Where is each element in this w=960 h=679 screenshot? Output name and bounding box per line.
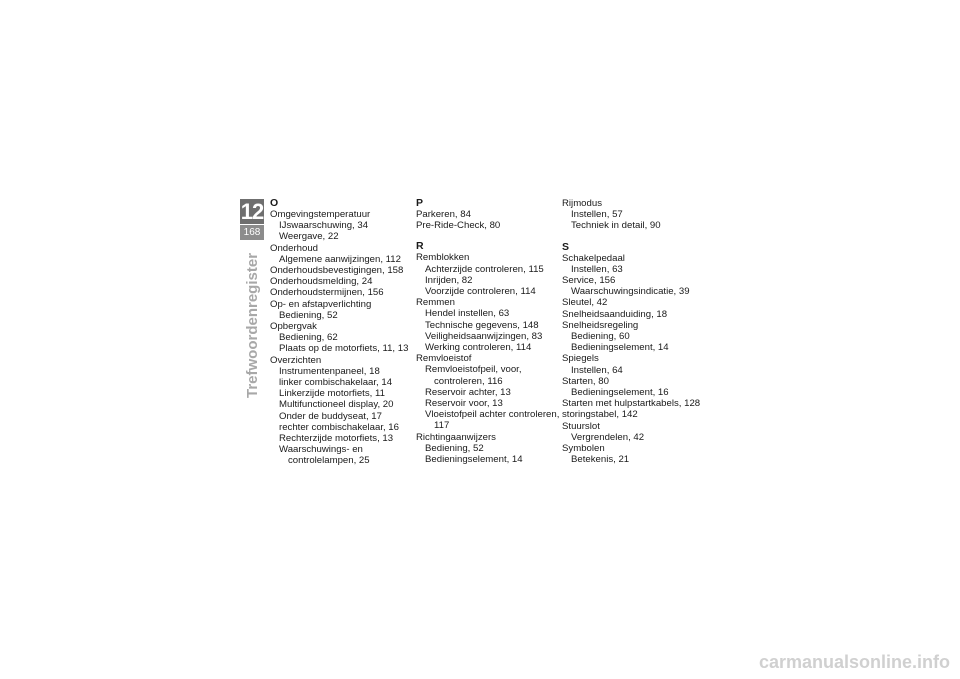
index-subentry: Bediening, 60 <box>571 331 630 343</box>
index-subentry: Algemene aanwijzingen, 112 <box>279 253 401 265</box>
index-subentries <box>562 209 712 231</box>
index-entry: storingstabel, 142 <box>562 409 638 421</box>
index-letter-heading: R <box>416 240 424 253</box>
index-subentries <box>562 331 712 353</box>
index-entry: Symbolen <box>562 443 605 455</box>
index-subentry: Waarschuwingsindicatie, 39 <box>571 286 690 298</box>
chapter-number: 12 <box>240 199 264 224</box>
index-subentry: Instellen, 63 <box>571 263 623 275</box>
index-entry: Remmen <box>416 297 455 309</box>
index-letter-heading: S <box>562 240 570 253</box>
index-subentry: Remvloeistofpeil, voor, controleren, 116 <box>425 364 522 387</box>
index-letter-heading: P <box>416 197 424 209</box>
index-entry: Onderhoud <box>270 242 319 254</box>
index-subentry: rechter combischakelaar, 16 <box>279 421 399 433</box>
index-subentry: Achterzijde controleren, 115 <box>425 263 544 275</box>
index-subentries <box>562 387 712 398</box>
index-subentry: Voorzijde controleren, 114 <box>425 286 536 298</box>
index-subentries <box>270 366 420 467</box>
index-subentry: Vergrendelen, 42 <box>571 431 645 443</box>
index-entry: Rijmodus <box>562 198 602 209</box>
index-subentries <box>562 264 712 275</box>
index-subentry: Betekenis, 21 <box>571 454 630 466</box>
index-entry: Onderhoudsmelding, 24 <box>270 276 373 288</box>
index-subentry: Bedieningselement, 14 <box>571 342 669 354</box>
index-entry: Sleutel, 42 <box>562 297 608 309</box>
index-entry: Stuurslot <box>562 420 600 432</box>
index-column-1 <box>270 198 420 467</box>
index-entry: Snelheidsaanduiding, 18 <box>562 308 668 320</box>
index-subentry: Bediening, 52 <box>279 309 338 321</box>
side-title-text: Trefwoordenregister <box>244 252 261 398</box>
chapter-tab <box>240 199 264 240</box>
index-subentries <box>416 308 566 353</box>
index-subentry: Reservoir achter, 13 <box>425 386 511 398</box>
index-entry: Service, 156 <box>562 275 616 287</box>
index-subentry: Inrijden, 82 <box>425 274 473 286</box>
index-subentry: Reservoir voor, 13 <box>425 398 503 410</box>
index-subentry: Rechterzijde motorfiets, 13 <box>279 433 394 445</box>
index-entry: Remblokken <box>416 252 470 264</box>
index-subentries <box>416 364 566 431</box>
index-subentries <box>562 454 712 465</box>
index-subentry: Werking controleren, 114 <box>425 342 532 354</box>
index-entry: Opbergvak <box>270 321 317 333</box>
index-subentries <box>270 254 420 265</box>
index-entry: Overzichten <box>270 354 322 366</box>
index-subentries <box>270 310 420 321</box>
index-subentry: Linkerzijde motorfiets, 11 <box>279 388 385 400</box>
index-subentry: Hendel instellen, 63 <box>425 308 510 320</box>
index-entry: Richtingaanwijzers <box>416 431 496 443</box>
index-entry: Snelheidsregeling <box>562 319 639 331</box>
index-entry: Op- en afstapverlichting <box>270 298 372 310</box>
index-entry: Schakelpedaal <box>562 252 625 264</box>
index-subentry: Bedieningselement, 16 <box>571 387 669 399</box>
index-column-2 <box>416 198 566 465</box>
page-number: 168 <box>240 225 264 240</box>
index-subentry: Instrumentenpaneel, 18 <box>279 365 380 377</box>
index-subentry: linker combischakelaar, 14 <box>279 377 393 389</box>
index-subentry: Weergave, 22 <box>279 231 339 243</box>
index-subentry: Technische gegevens, 148 <box>425 319 539 331</box>
index-column-3 <box>562 198 712 465</box>
index-subentry: Vloeistofpeil achter controleren, 117 <box>425 409 560 432</box>
index-subentry: Plaats op de motorfiets, 11, 13 <box>279 343 409 355</box>
index-subentries <box>416 443 566 465</box>
index-subentry: Bediening, 62 <box>279 332 338 344</box>
index-subentries <box>270 220 420 242</box>
index-entry: Starten met hulpstartkabels, 128 <box>562 398 701 410</box>
index-subentries <box>270 332 420 354</box>
index-subentry: Instellen, 57 <box>571 209 623 221</box>
index-entry: Pre-Ride-Check, 80 <box>416 220 501 232</box>
index-subentries <box>562 432 712 443</box>
index-subentry: IJswaarschuwing, 34 <box>279 220 369 232</box>
index-subentry: Waarschuwings- en controlelampen, 25 <box>279 444 370 467</box>
index-entry: Onderhoudsbevestigingen, 158 <box>270 265 404 277</box>
index-subentry: Instellen, 64 <box>571 364 623 376</box>
index-subentry: Onder de buddyseat, 17 <box>279 410 382 422</box>
index-entry: Onderhoudstermijnen, 156 <box>270 287 384 299</box>
index-entry: Omgevingstemperatuur <box>270 209 371 220</box>
index-subentries <box>562 365 712 376</box>
index-entry: Parkeren, 84 <box>416 209 471 220</box>
index-subentries <box>562 286 712 297</box>
index-letter-heading: O <box>270 197 279 209</box>
index-subentries <box>416 264 566 298</box>
index-subentry: Veiligheidsaanwijzingen, 83 <box>425 330 543 342</box>
index-subentry: Bediening, 52 <box>425 442 484 454</box>
side-title <box>242 243 262 398</box>
index-entry: Remvloeistof <box>416 353 472 365</box>
index-subentry: Bedieningselement, 14 <box>425 454 523 466</box>
index-entry: Starten, 80 <box>562 375 609 387</box>
index-subentry: Techniek in detail, 90 <box>571 220 661 232</box>
index-subentry: Multifunctioneel display, 20 <box>279 399 394 411</box>
watermark: carmanualsonline.info <box>758 652 950 672</box>
index-entry: Spiegels <box>562 353 599 365</box>
